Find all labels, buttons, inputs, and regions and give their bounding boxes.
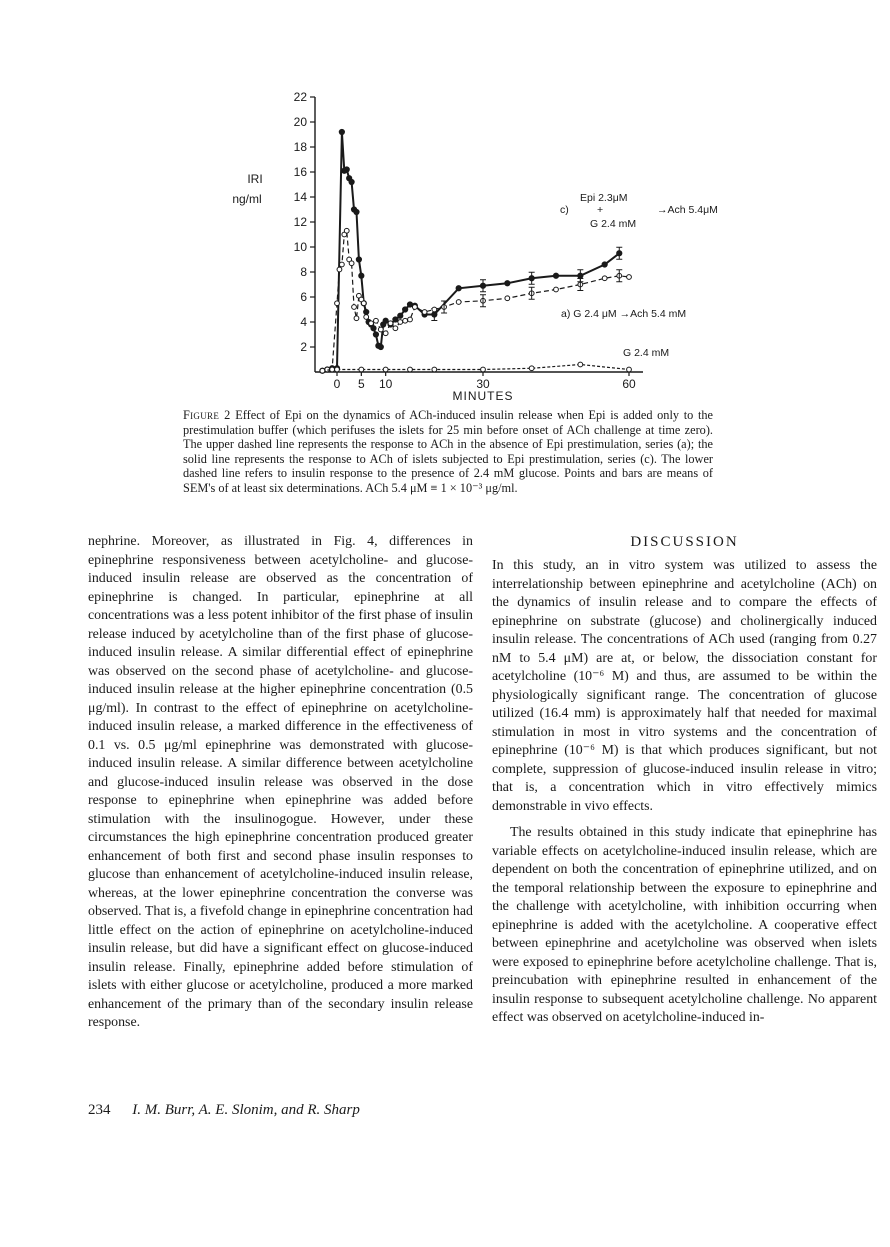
y-tick-label: 8 bbox=[300, 265, 307, 279]
data-point bbox=[403, 318, 408, 323]
data-point bbox=[369, 321, 374, 326]
y-tick-label: 22 bbox=[293, 90, 307, 104]
left-column bbox=[88, 533, 473, 1033]
caption-text: Effect of Epi on the dynamics of ACh-induced insulin release when Epi is added only to the prestimulation buffer (which perifuses the islets for 25 min before onset of ACh challenge at time zero). The upper dashed line represents the response to ACh in the absence of Epi prestimulation, series (a); the solid line represents the response to ACh of islets subjected to Epi prestimulation, series (c). The lower dashed line refers to insulin response to the presence of 2.4 mM glucose. Points and bars are means of SEM's of at least six determinations. ACh 5.4 μM ≡ 1 × 10⁻³ μg/ml. bbox=[183, 408, 713, 495]
data-point bbox=[627, 275, 632, 280]
y-tick-label: 14 bbox=[293, 190, 307, 204]
data-point bbox=[344, 228, 349, 233]
data-point bbox=[349, 261, 354, 266]
figure-caption bbox=[183, 408, 713, 496]
annotation-a-label: a) G 2.4 μM →Ach 5.4 mM bbox=[561, 308, 687, 320]
discussion-heading: DISCUSSION bbox=[630, 534, 739, 550]
data-point bbox=[398, 320, 403, 325]
annotation-c-g: G 2.4 mM bbox=[590, 218, 637, 230]
series-line-0 bbox=[322, 132, 619, 371]
y-tick-label: 10 bbox=[293, 240, 307, 254]
annotation-c-epi: Epi 2.3μM bbox=[580, 192, 628, 204]
data-point bbox=[356, 257, 361, 262]
data-point bbox=[359, 367, 364, 372]
data-point bbox=[383, 331, 388, 336]
data-point bbox=[344, 167, 349, 172]
data-point bbox=[330, 367, 335, 372]
data-point bbox=[320, 368, 325, 373]
series-line-1 bbox=[322, 231, 629, 371]
data-point bbox=[335, 301, 340, 306]
data-point bbox=[578, 362, 583, 367]
y-tick-label: 12 bbox=[293, 215, 307, 229]
page-number: 234 bbox=[88, 1102, 111, 1118]
data-point bbox=[383, 367, 388, 372]
data-point bbox=[627, 367, 632, 372]
data-point bbox=[378, 327, 383, 332]
y-tick-label: 2 bbox=[300, 340, 307, 354]
y-tick-label: 16 bbox=[293, 165, 307, 179]
data-point bbox=[354, 316, 359, 321]
data-point bbox=[378, 344, 383, 349]
data-point bbox=[403, 307, 408, 312]
data-point bbox=[456, 286, 461, 291]
authors-line: I. M. Burr, A. E. Slonim, and R. Sharp bbox=[132, 1102, 360, 1118]
data-point bbox=[408, 317, 413, 322]
data-point bbox=[481, 367, 486, 372]
data-point bbox=[339, 262, 344, 267]
data-point bbox=[412, 305, 417, 310]
data-point bbox=[388, 321, 393, 326]
data-point bbox=[529, 366, 534, 371]
annotation-c-arrow: →Ach 5.4μM bbox=[657, 204, 718, 216]
data-point bbox=[373, 332, 378, 337]
data-point bbox=[359, 273, 364, 278]
data-point bbox=[422, 310, 427, 315]
figure-2-chart bbox=[225, 85, 765, 405]
data-point bbox=[432, 367, 437, 372]
x-tick-label: 5 bbox=[357, 377, 365, 391]
data-point bbox=[335, 367, 340, 372]
data-point bbox=[354, 209, 359, 214]
data-point bbox=[505, 296, 510, 301]
right-column bbox=[492, 533, 877, 1028]
discussion-paragraph-1: In this study, an in vitro system was utilized to assess the interrelationship between epinephrine and acetylcholine (ACh) on the dynamics of insulin release and to compare the effects of epinephrine on substrate (glucose) and cholinergically induced insulin release. The concentrations of ACh used (ranging from 0.27 nM to 5.4 μM) are at, or below, the dissociation constant for acetylcholine (10⁻⁶ M) and thus, are assumed to be within the physiologically significant range. The concentration of glucose utilized (16.4 mm) is approximately half that needed for maximal stimulation in most in vitro systems and the concentration of epinephrine (10⁻⁶ M) is that which produces significant, but not complete, suppression of glucose-induced insulin release in vitro; that is, a concentration which in vitro effectively mimics demonstrable in vivo effects. bbox=[492, 558, 877, 814]
data-point bbox=[553, 273, 558, 278]
data-point bbox=[349, 179, 354, 184]
y-tick-label: 18 bbox=[293, 140, 307, 154]
x-tick-label: 30 bbox=[476, 377, 490, 391]
y-tick-label: 4 bbox=[300, 315, 307, 329]
chart-svg bbox=[225, 85, 765, 405]
data-point bbox=[339, 129, 344, 134]
data-point bbox=[456, 300, 461, 305]
data-point bbox=[374, 318, 379, 323]
annotation-c-plus: + bbox=[597, 204, 604, 216]
data-point bbox=[393, 317, 398, 322]
annotation-c-label: c) bbox=[560, 204, 569, 216]
data-point bbox=[505, 281, 510, 286]
data-point bbox=[371, 326, 376, 331]
y-axis-label: IRI bbox=[247, 172, 263, 186]
data-point bbox=[393, 326, 398, 331]
data-point bbox=[361, 301, 366, 306]
data-point bbox=[602, 276, 607, 281]
page-footer bbox=[88, 1102, 360, 1119]
x-tick-label: 60 bbox=[622, 377, 636, 391]
x-tick-label: 10 bbox=[378, 377, 393, 391]
x-axis-label: MINUTES bbox=[452, 389, 514, 403]
left-paragraph: nephrine. Moreover, as illustrated in Fig. 4, differences in epinephrine responsiveness between acetylcholine- and glucose-induced insulin release are observed as the concentration of epinephrine is changed. In particular, epinephrine at all concentrations was a less potent inhibitor of the first phase of insulin release induced by acetylcholine than of the first phase of glucose-induced insulin release. A similar differential effect of epinephrine was observed on the second phase of acetylcholine- and glucose-induced insulin release at the higher epinephrine concentration (0.5 μg/ml). In contrast to the effect of epinephrine on acetylcholine-induced insulin release, a marked difference in the effectiveness of 0.1 vs. 0.5 μg/ml epinephrine was demonstrated with glucose-induced insulin release. A similar difference between acetylcholine and glucose-induced insulin release was observed in the dose response to epinephrine when epinephrine was added before stimulation with the insulinogogue. However, under these circumstances the high epinephrine concentration produced greater enhancement of both first and second phase insulin responses to glucose than enhancement of acetylcholine-induced insulin release, whereas, at the lower epinephrine concentration the converse was observed. That is, a fivefold change in epinephrine concentration had little effect on the action of epinephrine on acetylcholine-induced insulin release, but did have a significant effect on glucose-induced insulin release. Finally, epinephrine added before stimulation of islets with either glucose or acetylcholine, produced a more marked enhancement of the primary than of the secondary insulin release response. bbox=[88, 534, 473, 1030]
x-tick-label: 0 bbox=[333, 377, 341, 391]
data-point bbox=[602, 262, 607, 267]
discussion-paragraph-2: The results obtained in this study indicate that epinephrine has variable effects on acetylcholine-induced insulin release, which are dependent on both the concentration of epinephrine utilized, and on the temporal relationship between the exposure to epinephrine and the challenge with acetylcholine, with inhibition occurring when epinephrine is added with the acetylcholine. A cooperative effect between epinephrine and acetylcholine was observed when islets were exposed to epinephrine before acetylcholine challenge. That is, preincubation with epinephrine resulted in enhancement of the insulin response to subsequent acetylcholine challenge. No apparent effect was observed on acetylcholine-induced in- bbox=[492, 825, 877, 1025]
annotation-g-label: G 2.4 mM bbox=[623, 347, 670, 359]
data-point bbox=[352, 305, 357, 310]
data-point bbox=[337, 267, 342, 272]
data-point bbox=[432, 307, 437, 312]
data-point bbox=[364, 315, 369, 320]
y-tick-label: 6 bbox=[300, 290, 307, 304]
data-point bbox=[554, 287, 559, 292]
data-point bbox=[383, 318, 388, 323]
y-tick-label: 20 bbox=[293, 115, 307, 129]
y-axis-unit: ng/ml bbox=[232, 192, 262, 206]
caption-label: Figure 2 bbox=[183, 408, 231, 422]
data-point bbox=[408, 367, 413, 372]
data-point bbox=[398, 313, 403, 318]
